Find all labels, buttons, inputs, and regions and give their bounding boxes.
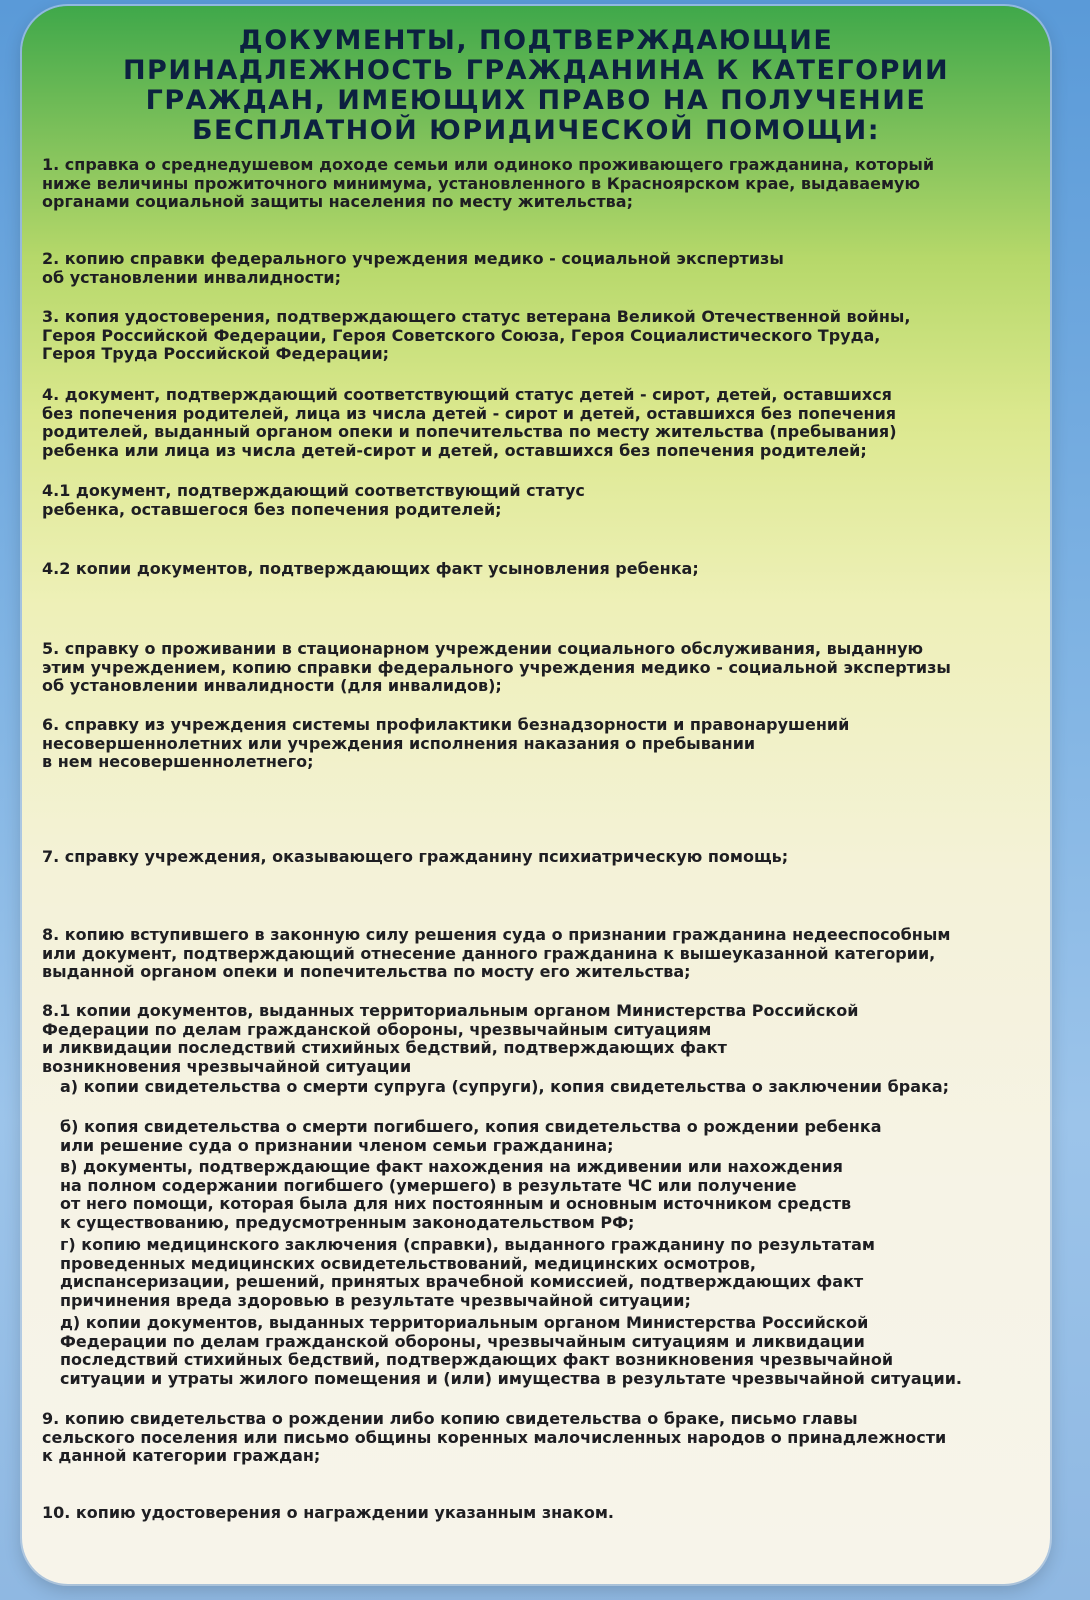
list-item-6: 6. справку из учреждения системы профилактики безнадзорности и правонарушений несовершеннолетних или учреждения исполнения наказания о пребывании в нем несовершеннолетнего;	[42, 715, 850, 771]
list-item-2: 2. копию справки федерального учреждения медико - социальной экспертизы об установлении инвалидности;	[42, 249, 784, 287]
list-item-9: 9. копию свидетельства о рождении либо копию свидетельства о браке, письмо главы сельского поселения или письмо общины коренных малочисленных народов о принадлежности к данной категории граждан;	[42, 1409, 947, 1465]
list-item-10: 10. копию удостоверения о награждении указанным знаком.	[42, 1503, 614, 1522]
sub-item-g: г) копию медицинского заключения (справки), выданного гражданину по результатам проведенных медицинских освидетельствований, медицинских осмотров, диспансеризации, решений, принятых врачебной комиссией, подтверждающих факт причинения вреда здоровью в результате чрезвычайной ситуации;	[60, 1235, 875, 1310]
list-item-4: 4. документ, подтверждающий соответствующий статус детей - сирот, детей, оставшихся без попечения родителей, лица из числа детей - сирот и детей, оставшихся без попечения родителей, выданный органом опеки и попечительства по месту жительства (пребывания) ребенка или лица из числа детей-сирот и детей, оставшихся без попечения родителей;	[42, 385, 897, 460]
title-line: ДОКУМЕНТЫ, ПОДТВЕРЖДАЮЩИЕ	[238, 25, 834, 56]
list-item-7: 7. справку учреждения, оказывающего гражданину психиатрическую помощь;	[42, 847, 789, 866]
document-list	[42, 156, 1016, 1564]
title-line: БЕСПЛАТНОЙ ЮРИДИЧЕСКОЙ ПОМОЩИ:	[191, 115, 881, 146]
list-item-1: 1. справка о среднедушевом доходе семьи или одиноко проживающего гражданина, который ниже величины прожиточного минимума, установленного в Красноярском крае, выдаваемую органами социальной защиты населения по месту жительства;	[42, 155, 935, 211]
list-item-4-2: 4.2 копии документов, подтверждающих факт усыновления ребенка;	[42, 559, 699, 578]
poster-title	[62, 26, 1010, 146]
list-item-5: 5. справку о проживании в стационарном учреждении социального обслуживания, выданную этим учреждением, копию справки федерального учреждения медико - социальной экспертизы об установлении инвалидности (для инвалидов);	[42, 639, 951, 695]
list-item-8-1: 8.1 копии документов, выданных территориальным органом Министерства Российской Федерации по делам гражданской обороны, чрезвычайным ситуациям и ликвидации последствий стихийных бедствий, подтверждающих факт возникновения чрезвычайной ситуации	[42, 1001, 859, 1076]
list-item-4-1: 4.1 документ, подтверждающий соответствующий статус ребенка, оставшегося без попечения родителей;	[42, 481, 585, 519]
sub-item-b: б) копия свидетельства о смерти погибшего, копия свидетельства о рождении ребенка или решение суда о признании членом семьи гражданина;	[60, 1117, 882, 1155]
sub-item-v: в) документы, подтверждающие факт нахождения на иждивении или нахождения на полном содержании погибшего (умершего) в результате ЧС или получение от него помощи, которая была для них постоянным и основным источником средств к существованию, предусмотренным законодательством РФ;	[60, 1157, 852, 1232]
poster	[22, 6, 1050, 1584]
title-line: ГРАЖДАН, ИМЕЮЩИХ ПРАВО НА ПОЛУЧЕНИЕ	[145, 85, 927, 116]
title-line: ПРИНАДЛЕЖНОСТЬ ГРАЖДАНИНА К КАТЕГОРИИ	[122, 55, 950, 86]
list-item-8: 8. копию вступившего в законную силу решения суда о признании гражданина недееспособным или документ, подтверждающий отнесение данного гражданина к вышеуказанной категории, выданной органом опеки и попечительства по мосту его жительства;	[42, 925, 951, 981]
sub-item-a: а) копии свидетельства о смерти супруга (супруги), копия свидетельства о заключении брака;	[60, 1077, 950, 1096]
sub-item-d: д) копии документов, выданных территориальным органом Министерства Российской Федерации по делам гражданской обороны, чрезвычайным ситуациям и ликвидации последствий стихийных бедствий, подтверждающих факт возникновения чрезвычайной ситуации и утраты жилого помещения и (или) имущества в результате чрезвычайной ситуации.	[60, 1313, 962, 1388]
list-item-3: 3. копия удостоверения, подтверждающего статус ветерана Великой Отечественной войны, Героя Российской Федерации, Героя Советского Союза, Героя Социалистического Труда, Героя Труда Российской Федерации;	[42, 307, 911, 363]
